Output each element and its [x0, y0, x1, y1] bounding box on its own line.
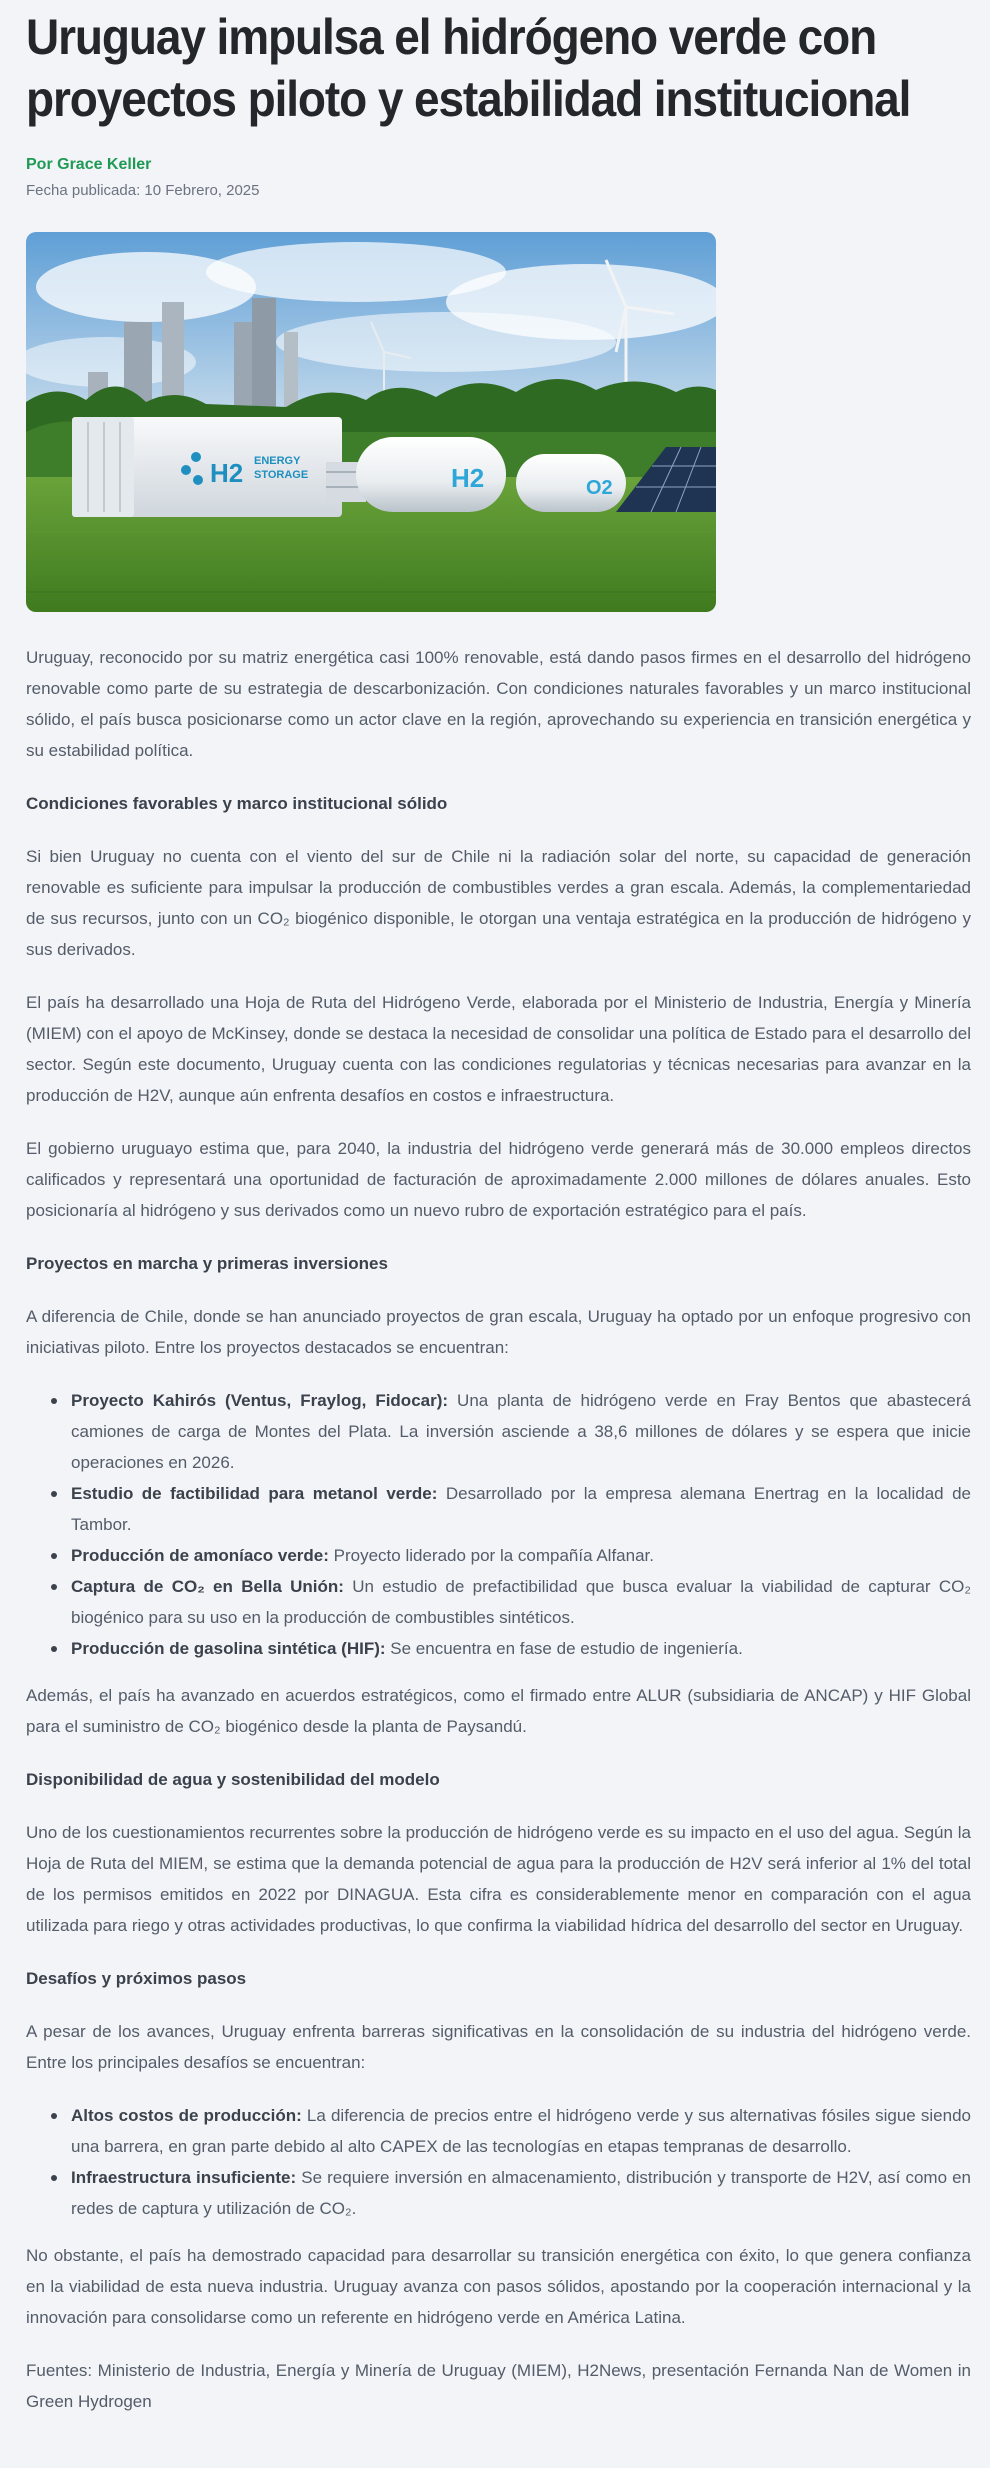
- challenges-list: [26, 2100, 971, 2224]
- tank-label-h2: H2: [451, 463, 485, 493]
- tank-label-o2: O2: [586, 477, 613, 499]
- list-item: [71, 1540, 971, 1571]
- list-item-title: Proyecto Kahirós (Ventus, Fraylog, Fidocar):: [71, 1391, 449, 1410]
- paragraph: Uno de los cuestionamientos recurrentes sobre la producción de hidrógeno verde es su impacto en el uso del agua. Según la Hoja de Ruta del MIEM, se estima que la demanda potencial de agua para la producción de H2V será inferior al 1% del total de los permisos emitidos en 2022 por DINAGUA. Esta cifra es considerablemente menor en comparación con el agua utilizada para riego y otras actividades productivas, lo que confirma la viabilidad hídrica del desarrollo del sector en Uruguay.: [26, 1823, 971, 1935]
- list-item: [71, 1633, 971, 1664]
- list-item: [71, 1478, 971, 1540]
- list-item-title: Captura de CO₂ en Bella Unión:: [71, 1577, 344, 1596]
- list-item: [71, 2162, 971, 2224]
- list-item: [71, 1385, 971, 1478]
- list-item-text: Se encuentra en fase de estudio de ingeniería.: [385, 1639, 743, 1658]
- list-item-text: Un estudio de prefactibilidad que busca evaluar la viabilidad de capturar CO₂ biogénico para su uso en la producción de combustibles sintéticos.: [71, 1577, 971, 1627]
- paragraph: Si bien Uruguay no cuenta con el viento del sur de Chile ni la radiación solar del norte, su capacidad de generación renovable es suficiente para impulsar la producción de combustibles verdes a gran escala. Además, la complementariedad de sus recursos, junto con un CO₂ biogénico disponible, le otorgan una ventaja estratégica en la producción de hidrógeno y sus derivados.: [26, 847, 971, 959]
- list-item-text: Una planta de hidrógeno verde en Fray Bentos que abastecerá camiones de carga de Montes del Plata. La inversión asciende a 38,6 millones de dólares y se espera que inicie operaciones en 2026.: [71, 1391, 971, 1472]
- paragraph: No obstante, el país ha demostrado capacidad para desarrollar su transición energética con éxito, lo que genera confianza en la viabilidad de esta nueva industria. Uruguay avanza con pasos sólidos, apostando por la cooperación internacional y la innovación para consolidarse como un referente en hidrógeno verde en América Latina.: [26, 2246, 971, 2327]
- author-link[interactable]: Por Grace Keller: [26, 156, 152, 173]
- sources: Fuentes: Ministerio de Industria, Energía y Minería de Uruguay (MIEM), H2News, presentación Fernanda Nan de Women in Green Hydrogen: [26, 2361, 971, 2411]
- intro-paragraph: Uruguay, reconocido por su matriz energética casi 100% renovable, está dando pasos firmes en el desarrollo del hidrógeno renovable como parte de su estrategia de descarbonización. Con condiciones naturales favorables y un marco institucional sólido, el país busca posicionarse como un actor clave en la región, aprovechando su experiencia en transición energética y su estabilidad política.: [26, 648, 971, 760]
- section-heading: Disponibilidad de agua y sostenibilidad del modelo: [26, 1770, 440, 1789]
- publish-date: Fecha publicada: 10 Febrero, 2025: [26, 182, 260, 199]
- list-item-text: Proyecto liderado por la compañía Alfanar.: [328, 1546, 654, 1565]
- list-item: [71, 1571, 971, 1633]
- hero-image: [26, 232, 716, 612]
- projects-list: [26, 1385, 971, 1664]
- section-heading: Desafíos y próximos pasos: [26, 1969, 247, 1988]
- list-item-text: Desarrollado por la empresa alemana Enertrag en la localidad de Tambor.: [71, 1484, 971, 1534]
- list-item-title: Estudio de factibilidad para metanol verde:: [71, 1484, 438, 1503]
- container-logo: H2: [210, 458, 244, 488]
- section-heading: Condiciones favorables y marco institucional sólido: [26, 794, 448, 813]
- paragraph: El país ha desarrollado una Hoja de Ruta del Hidrógeno Verde, elaborada por el Ministerio de Industria, Energía y Minería (MIEM) con el apoyo de McKinsey, donde se destaca la necesidad de consolidar una política de Estado para el desarrollo del sector. Según este documento, Uruguay cuenta con las condiciones regulatorias y técnicas necesarias para avanzar en la producción de H2V, aunque aún enfrenta desafíos en costos e infraestructura.: [26, 993, 971, 1105]
- list-item: [71, 2100, 971, 2162]
- list-item-text: Se requiere inversión en almacenamiento, distribución y transporte de H2V, así como en redes de captura y utilización de CO₂.: [71, 2168, 972, 2218]
- container-label-1: ENERGY: [254, 455, 301, 467]
- article-title: Uruguay impulsa el hidrógeno verde con proyectos piloto y estabilidad institucional: [26, 9, 911, 127]
- list-item-title: Altos costos de producción:: [71, 2106, 302, 2125]
- paragraph: A diferencia de Chile, donde se han anunciado proyectos de gran escala, Uruguay ha optado por un enfoque progresivo con iniciativas piloto. Entre los proyectos destacados se encuentran:: [26, 1307, 971, 1357]
- paragraph: El gobierno uruguayo estima que, para 2040, la industria del hidrógeno verde generará más de 30.000 empleos directos calificados y representará una oportunidad de facturación de aproximadamente 2.000 millones de dólares anuales. Esto posicionaría al hidrógeno y sus derivados como un nuevo rubro de exportación estratégico para el país.: [26, 1139, 971, 1220]
- paragraph: A pesar de los avances, Uruguay enfrenta barreras significativas en la consolidación de su industria del hidrógeno verde. Entre los principales desafíos se encuentran:: [26, 2022, 971, 2072]
- list-item-title: Producción de amoníaco verde:: [71, 1546, 329, 1565]
- container-label-2: STORAGE: [254, 469, 309, 481]
- paragraph: Además, el país ha avanzado en acuerdos estratégicos, como el firmado entre ALUR (subsidiaria de ANCAP) y HIF Global para el suministro de CO₂ biogénico desde la planta de Paysandú.: [26, 1686, 971, 1736]
- list-item-text: La diferencia de precios entre el hidrógeno verde y sus alternativas fósiles sigue siendo una barrera, en gran parte debido al alto CAPEX de las tecnologías en etapas tempranas de desarrollo.: [71, 2106, 972, 2156]
- list-item-title: Producción de gasolina sintética (HIF):: [71, 1639, 386, 1658]
- section-heading: Proyectos en marcha y primeras inversiones: [26, 1254, 388, 1273]
- list-item-title: Infraestructura insuficiente:: [71, 2168, 297, 2187]
- article-body: [26, 642, 971, 2417]
